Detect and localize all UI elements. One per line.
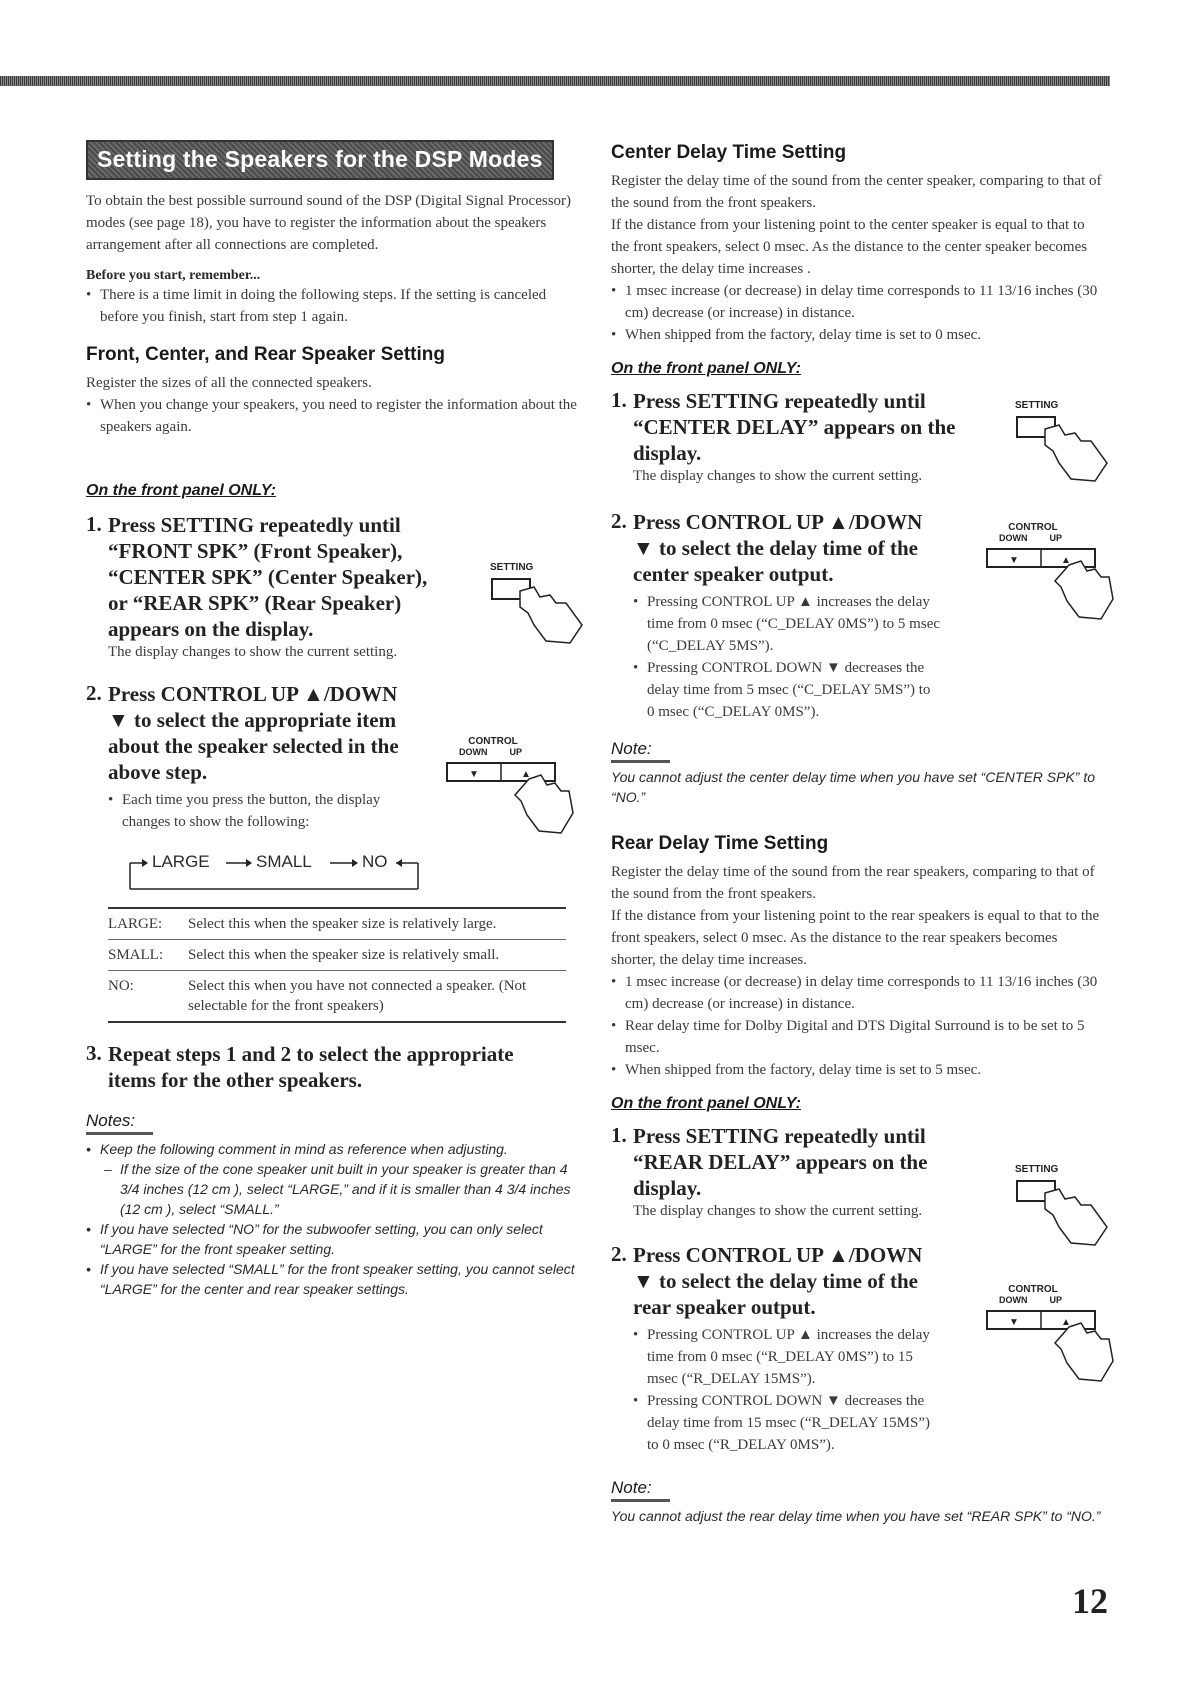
speaker-setting-title: Front, Center, and Rear Speaker Setting <box>86 344 445 365</box>
setting-label: SETTING <box>1015 1164 1059 1175</box>
option-key: NO: <box>108 978 134 994</box>
control-hand-icon <box>445 757 575 847</box>
svg-text:▲: ▲ <box>1061 555 1071 566</box>
option-value: Select this when you have not connected a speaker. (Not selectable for the front speakers) <box>188 978 527 1014</box>
table-row <box>108 971 566 1023</box>
speaker-setting-intro: Register the sizes of all the connected speakers. <box>86 375 372 391</box>
setting-button-icon <box>490 562 590 652</box>
step-1-number: 1. <box>86 512 102 536</box>
page-title: Setting the Speakers for the DSP Modes <box>86 140 554 180</box>
control-label: CONTROL <box>1008 522 1058 533</box>
cycle-no: NO <box>362 852 388 871</box>
rear-step-2-text: Press CONTROL UP ▲/DOWN ▼ to select the delay time of the rear speaker output. <box>633 1243 923 1319</box>
rear-note-text: You cannot adjust the rear delay time when you have set “REAR SPK” to “NO.” <box>611 1508 1101 1524</box>
down-label: DOWN <box>459 747 488 757</box>
before-list <box>86 284 581 328</box>
step-2-number: 2. <box>86 681 102 705</box>
setting-button-icon-rear <box>1015 1164 1115 1254</box>
rear-bullet: • 1 msec increase (or decrease) in delay time corresponds to 11 13/16 inches (30 cm) decrease (or increase) in distance. <box>611 971 1106 1015</box>
step-2 <box>86 681 406 833</box>
before-label: Before you start, remember... <box>86 268 261 283</box>
center-intro: Register the delay time of the sound from the center speaker, comparing to that of the sound from the front speakers. <box>611 173 1102 211</box>
step-2-text: Press CONTROL UP ▲/DOWN ▼ to select the appropriate item about the speaker selected in the above step. <box>108 682 399 784</box>
control-hand-icon <box>985 543 1115 633</box>
center-bullet: • When shipped from the factory, delay time is set to 0 msec. <box>611 324 1106 346</box>
rear-step-1-number: 1. <box>611 1123 627 1147</box>
up-label: UP <box>509 747 523 757</box>
rear-bullet: • Rear delay time for Dolby Digital and DTS Digital Surround is to be set to 5 msec. <box>611 1015 1106 1059</box>
rear-delay-title: Rear Delay Time Setting <box>611 833 829 854</box>
center-bullets <box>611 280 1106 346</box>
svg-text:▲: ▲ <box>521 769 531 780</box>
control-button-icon-center <box>985 522 1115 612</box>
rear-intro-2: If the distance from your listening point to the rear speakers is equal to that to the front speakers, select 0 msec. As the distance to the rear speakers becomes shorter, the delay time increases. <box>611 908 1100 968</box>
up-label: UP <box>1049 533 1063 543</box>
front-panel-only-label: On the front panel ONLY: <box>86 482 276 499</box>
control-button-icon <box>445 736 575 826</box>
svg-text:▲: ▲ <box>1061 1317 1071 1328</box>
rear-step-2 <box>611 1242 941 1456</box>
rear-step-2-list <box>633 1324 941 1456</box>
step-3-text: Repeat steps 1 and 2 to select the appropriate items for the other speakers. <box>108 1042 514 1092</box>
control-label: CONTROL <box>468 736 518 747</box>
notes-title: Notes: <box>86 1111 153 1135</box>
front-panel-only-label-rear: On the front panel ONLY: <box>611 1095 801 1112</box>
note-item: • If you have selected “NO” for the subwoofer setting, you can only select “LARGE” for the front speaker setting. <box>86 1219 581 1259</box>
cycle-large: LARGE <box>152 852 210 871</box>
note-item: • If you have selected “SMALL” for the front speaker setting, you cannot select “LARGE” for the center and rear speaker settings. <box>86 1259 581 1299</box>
step-1-text: Press SETTING repeatedly until “FRONT SPK” (Front Speaker), “CENTER SPK” (Center Speaker), or “REAR SPK” (Rear Speaker) appears on the display. <box>108 513 428 641</box>
notes-list <box>86 1139 581 1299</box>
step-3 <box>86 1041 556 1093</box>
option-key: SMALL: <box>108 947 164 963</box>
svg-text:▼: ▼ <box>1009 1317 1019 1328</box>
center-step-1-text: Press SETTING repeatedly until “CENTER DELAY” appears on the display. <box>633 389 956 465</box>
setting-label: SETTING <box>490 562 534 573</box>
center-step-2-list <box>633 591 941 723</box>
up-label: UP <box>1049 1295 1063 1305</box>
rear-intro: Register the delay time of the sound from the rear speakers, comparing to that of the sound from the front speakers. <box>611 864 1095 902</box>
options-table <box>108 907 566 1023</box>
center-step-2-bullet: • Pressing CONTROL DOWN ▼ decreases the delay time from 5 msec (“C_DELAY 5MS”) to 0 msec (“C_DELAY 0MS”). <box>633 657 941 723</box>
center-step-2-number: 2. <box>611 509 627 533</box>
rear-step-1-text: Press SETTING repeatedly until “REAR DELAY” appears on the display. <box>633 1124 928 1200</box>
speaker-setting-bullet: • When you change your speakers, you need to register the information about the speakers again. <box>86 394 581 438</box>
control-label: CONTROL <box>1008 1284 1058 1295</box>
option-value: Select this when the speaker size is relatively large. <box>188 916 497 932</box>
center-delay-title: Center Delay Time Setting <box>611 142 847 163</box>
center-step-1-number: 1. <box>611 388 627 412</box>
hand-press-icon <box>490 573 590 645</box>
step-1-sub: The display changes to show the current setting. <box>108 644 398 660</box>
rear-note-title: Note: <box>611 1478 670 1502</box>
center-intro-2: If the distance from your listening point to the center speaker is equal to that to the front speakers, select 0 msec. As the distance to the center speaker becomes shorter, the delay time increases . <box>611 217 1088 277</box>
down-label: DOWN <box>999 1295 1028 1305</box>
setting-label: SETTING <box>1015 400 1059 411</box>
center-bullet: • 1 msec increase (or decrease) in delay time corresponds to 11 13/16 inches (30 cm) decrease (or increase) in distance. <box>611 280 1106 324</box>
down-label: DOWN <box>999 533 1028 543</box>
option-value: Select this when the speaker size is relatively small. <box>188 947 500 963</box>
rear-step-2-bullet: • Pressing CONTROL UP ▲ increases the delay time from 0 msec (“R_DELAY 0MS”) to 15 msec (“R_DELAY 15MS”). <box>633 1324 941 1390</box>
rear-step-1 <box>611 1123 951 1222</box>
rear-step-2-number: 2. <box>611 1242 627 1266</box>
cycle-small: SMALL <box>256 852 312 871</box>
step-2-bullet: • Each time you press the button, the display changes to show the following: <box>108 789 406 833</box>
center-step-1-sub: The display changes to show the current setting. <box>633 468 923 484</box>
front-panel-only-label-center: On the front panel ONLY: <box>611 360 801 377</box>
step-2-list <box>108 789 406 833</box>
svg-text:▼: ▼ <box>1009 555 1019 566</box>
page-number: 12 <box>1072 1581 1108 1621</box>
control-hand-icon <box>985 1305 1115 1395</box>
center-note-title: Note: <box>611 739 670 763</box>
center-step-1 <box>611 388 961 487</box>
option-key: LARGE: <box>108 916 163 932</box>
before-bullet: • There is a time limit in doing the following steps. If the setting is canceled before you finish, start from step 1 again. <box>86 284 581 328</box>
top-rule <box>0 76 1110 86</box>
rear-bullet: • When shipped from the factory, delay time is set to 5 msec. <box>611 1059 1106 1081</box>
note-subitem: – If the size of the cone speaker unit built in your speaker is greater than 4 3/4 inches (12 cm ), select “LARGE,” and if it is smaller than 4 3/4 inches (12 cm ), select “SMALL.” <box>86 1159 581 1219</box>
table-row <box>108 940 566 971</box>
cycle-diagram <box>126 851 426 895</box>
speaker-setting-list <box>86 394 581 438</box>
center-step-2-text: Press CONTROL UP ▲/DOWN ▼ to select the delay time of the center speaker output. <box>633 510 923 586</box>
center-step-2-bullet: • Pressing CONTROL UP ▲ increases the delay time from 0 msec (“C_DELAY 0MS”) to 5 msec (“C_DELAY 5MS”). <box>633 591 941 657</box>
center-note-text: You cannot adjust the center delay time when you have set “CENTER SPK” to “NO.” <box>611 769 1096 805</box>
intro-text: To obtain the best possible surround sound of the DSP (Digital Signal Processor) modes (see page 18), you have to register the information about the speakers arrangement after all connections are completed. <box>86 193 572 253</box>
left-column <box>86 140 581 1299</box>
step-1 <box>86 512 446 663</box>
step-3-number: 3. <box>86 1041 102 1065</box>
note-item: • Keep the following comment in mind as reference when adjusting. <box>86 1139 581 1159</box>
rear-step-2-bullet: • Pressing CONTROL DOWN ▼ decreases the delay time from 15 msec (“R_DELAY 15MS”) to 0 msec (“R_DELAY 0MS”). <box>633 1390 941 1456</box>
center-step-2 <box>611 509 941 723</box>
table-row <box>108 908 566 940</box>
svg-text:▼: ▼ <box>469 769 479 780</box>
rear-step-1-sub: The display changes to show the current setting. <box>633 1203 923 1219</box>
control-button-icon-rear <box>985 1284 1115 1374</box>
hand-press-icon <box>1015 1175 1115 1247</box>
setting-button-icon-center <box>1015 400 1115 490</box>
hand-press-icon <box>1015 411 1115 483</box>
rear-bullets <box>611 971 1106 1081</box>
